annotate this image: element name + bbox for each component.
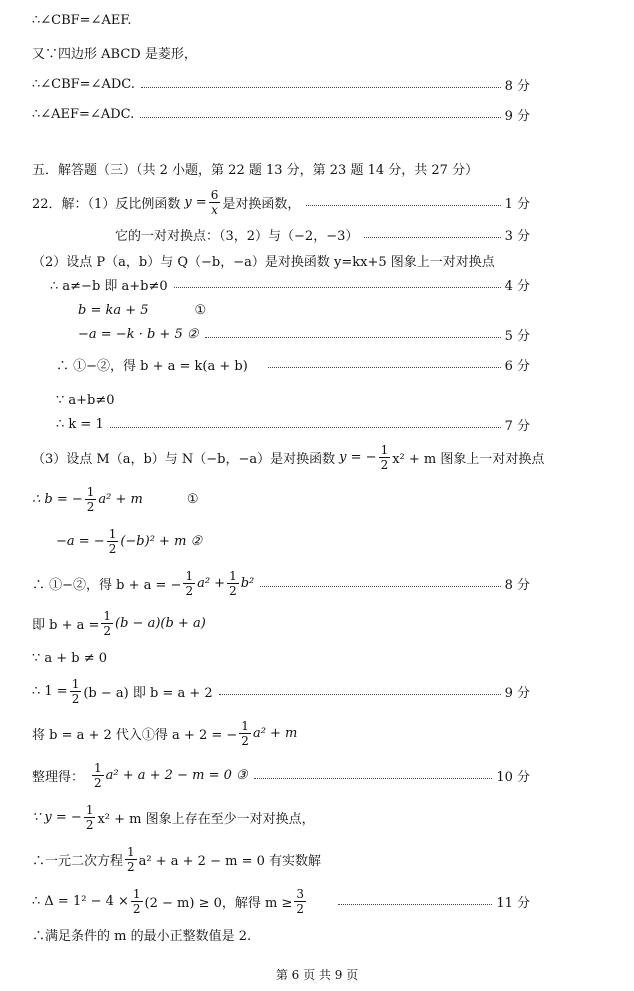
numerator: 1	[108, 526, 117, 541]
line-because-2	[32, 646, 634, 670]
line-text: ∴ ①−②，得 b + a = −	[32, 577, 182, 593]
numerator: 1	[229, 568, 237, 583]
dot-leader	[364, 237, 500, 238]
line-part3-setup	[32, 440, 634, 474]
dot-leader	[140, 117, 500, 118]
fraction	[227, 570, 239, 597]
dot-leader	[268, 367, 501, 368]
score-mark: 5 分	[504, 328, 530, 344]
fraction	[92, 762, 104, 789]
fraction	[183, 570, 195, 597]
score-mark: 8 分	[504, 78, 530, 94]
math-expr: −a = −	[56, 533, 105, 549]
score-mark: 8 分	[504, 577, 530, 593]
dot-leader	[254, 778, 493, 779]
page-footer: 第 6 页 共 9 页	[275, 968, 359, 982]
line-eq4	[56, 524, 634, 558]
math-expr: a² + m	[252, 725, 298, 741]
line-text: x² + m 图象上存在至少一对对换点，	[97, 811, 315, 827]
line-text: （3）设点 M（a，b）与 N（−b，−a）是对换函数	[32, 451, 336, 467]
fraction	[84, 804, 96, 831]
score-mark: 10 分	[496, 769, 530, 785]
dot-leader	[260, 586, 500, 587]
line-k-equals	[56, 412, 530, 436]
line-eq2	[78, 322, 530, 346]
fraction	[101, 610, 113, 637]
line-discriminant	[32, 884, 530, 918]
math-expr: ∵ y = −	[32, 809, 82, 825]
fraction	[209, 189, 221, 216]
math-expr: y =	[184, 194, 207, 210]
equation-marker: ①	[194, 302, 207, 318]
dot-leader	[174, 287, 501, 288]
line-substitute	[32, 716, 634, 750]
numerator: 3	[296, 886, 304, 901]
line-text: 整理得：	[32, 769, 85, 785]
equation-marker: ①	[186, 491, 199, 507]
score-mark: 3 分	[504, 228, 530, 244]
line-text: ∴∠AEF=∠ADC.	[32, 106, 135, 122]
score-mark: 11 分	[496, 895, 530, 911]
line-swap-points	[115, 222, 530, 246]
numerator: 1	[94, 760, 102, 775]
line-text: 它的一对对换点：（3，2）与（−2，−3）	[115, 228, 359, 244]
line-text: ∵ a+b≠0	[56, 392, 115, 408]
denominator: 2	[296, 901, 304, 916]
line-eq1	[78, 298, 634, 322]
fraction	[107, 528, 119, 555]
fraction	[85, 486, 97, 513]
line-text: （2）设点 P（a，b）与 Q（−b，−a）是对换函数 y=kx+5 图象上一对对换点	[32, 254, 495, 270]
line-subtract-2	[32, 566, 530, 600]
numerator: 1	[85, 802, 94, 817]
score-mark: 9 分	[504, 108, 530, 124]
numerator: 1	[241, 718, 249, 733]
math-expr: y = −	[339, 449, 377, 465]
line-text: ∴ a≠−b 即 a+b≠0	[50, 278, 168, 294]
equation: −a = −k · b + 5 ②	[78, 326, 199, 342]
math-expr: a² +	[197, 575, 226, 591]
equation: b = ka + 5	[78, 302, 149, 318]
denominator: 2	[185, 583, 194, 598]
denominator: 2	[127, 859, 135, 874]
numerator: 1	[185, 568, 194, 583]
line-text: ∴∠CBF=∠ADC.	[32, 76, 135, 92]
line-factor	[32, 606, 634, 640]
line-simplify	[32, 758, 530, 792]
denominator: 2	[229, 583, 237, 598]
denominator: 2	[103, 623, 112, 638]
score-mark: 6 分	[504, 358, 530, 374]
dot-leader	[338, 904, 492, 905]
line-text: ∴一元二次方程	[32, 853, 124, 869]
line-text: 是对换函数，	[222, 196, 301, 212]
denominator: 2	[241, 733, 249, 748]
math-expr: ∴ b = −	[32, 491, 83, 507]
score-mark: 9 分	[504, 685, 530, 701]
math-expr: (b − a)(b + a)	[115, 615, 206, 631]
fraction	[125, 846, 137, 873]
numerator: 1	[132, 886, 141, 901]
denominator: 2	[94, 775, 102, 790]
line-because	[56, 388, 634, 412]
line-exists-pair	[32, 800, 634, 834]
denominator: 2	[85, 817, 94, 832]
numerator: 1	[127, 844, 135, 859]
math-expr: b²	[240, 575, 255, 591]
math-expr: a² + a + 2 − m = 0 ③	[105, 767, 248, 783]
numerator: 1	[71, 676, 80, 691]
numerator: 1	[380, 442, 389, 457]
line-text: ∴ 1 =	[32, 683, 68, 699]
fraction	[379, 444, 391, 471]
line-text: ∴∠CBF=∠AEF.	[32, 12, 132, 28]
denominator: x	[211, 202, 218, 217]
line-subtract	[56, 352, 530, 376]
line-cbf-aef	[32, 8, 634, 32]
denominator: 2	[380, 457, 389, 472]
line-text: ∴ Δ = 1² − 4 ×	[32, 893, 129, 909]
line-q22-part1	[32, 186, 530, 218]
denominator: 2	[86, 499, 95, 514]
line-text: (b − a) 即 b = a + 2	[83, 685, 213, 701]
score-mark: 7 分	[504, 418, 530, 434]
dot-leader	[205, 337, 501, 338]
line-text: ∴满足条件的 m 的最小正整数值是 2.	[32, 928, 252, 944]
dot-leader	[306, 205, 500, 206]
line-text: 22．解：（1）反比例函数	[32, 196, 181, 212]
line-eq3	[32, 482, 634, 516]
line-b-equals	[32, 674, 530, 708]
line-text: 即 b + a =	[32, 617, 100, 633]
line-aef-adc	[32, 102, 530, 126]
numerator: 1	[86, 484, 95, 499]
line-text: x² + m 图象上一对对换点	[392, 451, 545, 467]
math-expr: (−b)² + m ②	[120, 533, 203, 549]
line-text: 将 b = a + 2 代入①得 a + 2 = −	[32, 727, 238, 743]
dot-leader	[219, 694, 501, 695]
line-rhombus	[32, 40, 634, 64]
line-text: 又∵四边形 ABCD 是菱形，	[32, 46, 197, 62]
line-conclusion	[32, 922, 634, 946]
dot-leader	[110, 427, 501, 428]
fraction	[239, 720, 251, 747]
math-expr: a² + m	[98, 491, 143, 507]
fraction	[294, 888, 306, 915]
line-text: ∵ a + b ≠ 0	[32, 650, 108, 666]
score-mark: 4 分	[504, 278, 530, 294]
dot-leader	[141, 87, 501, 88]
denominator: 2	[108, 541, 117, 556]
line-text: ∴ ①−②，得 b + a = k(a + b)	[56, 358, 248, 374]
denominator: 2	[71, 691, 80, 706]
numerator: 6	[210, 187, 219, 202]
numerator: 1	[103, 608, 112, 623]
line-text: ∴ k = 1	[56, 416, 104, 432]
fraction	[70, 678, 82, 705]
section-heading	[32, 156, 634, 180]
line-part2-setup	[32, 248, 634, 272]
score-mark: 1 分	[504, 196, 530, 212]
line-text: (2 − m) ≥ 0，解得 m ≥	[144, 895, 293, 911]
denominator: 2	[132, 901, 141, 916]
fraction	[131, 888, 143, 915]
line-quadratic	[32, 842, 634, 876]
line-cbf-adc	[32, 72, 530, 96]
line-a-neq-b	[50, 272, 530, 296]
section-title: 五．解答题（三）（共 2 小题，第 22 题 13 分，第 23 题 14 分，共 27 分）	[32, 162, 479, 178]
line-text: a² + a + 2 − m = 0 有实数解	[138, 853, 321, 869]
